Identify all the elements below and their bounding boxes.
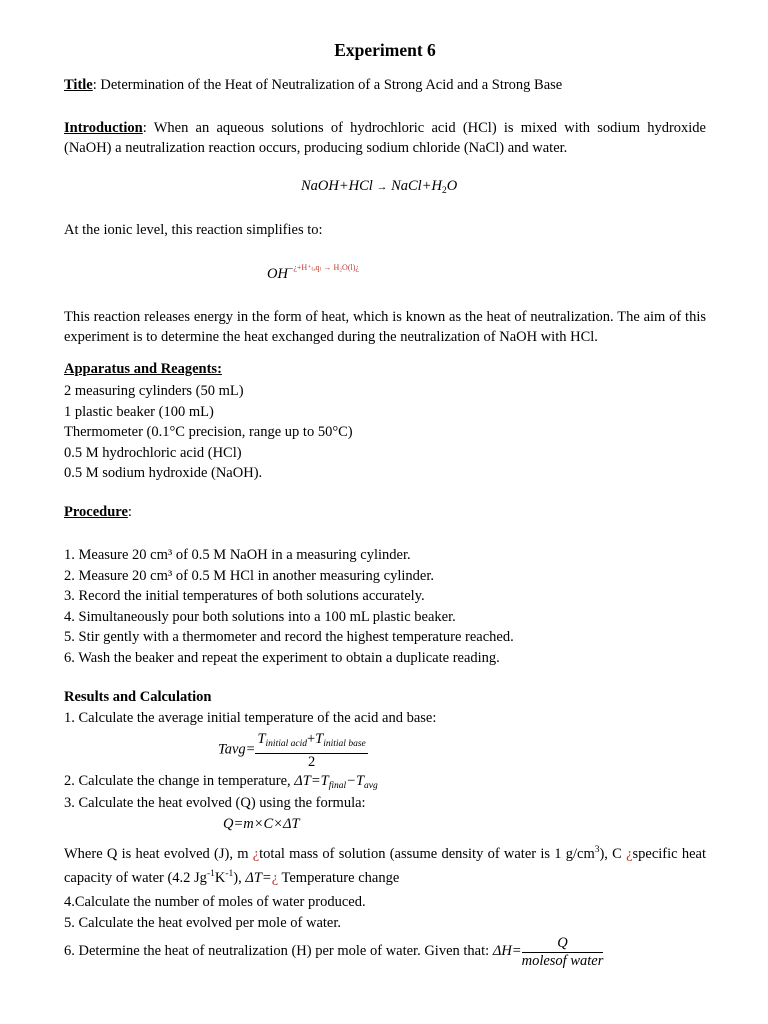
results-heading: Results and Calculation bbox=[64, 689, 212, 705]
garbled-trail: ¿ bbox=[355, 263, 359, 272]
delta-h-fraction bbox=[522, 934, 604, 969]
hydroxide-charge: − bbox=[287, 265, 294, 275]
procedure-step: 1. Measure 20 cm³ of 0.5 M NaOH in a measuring cylinder. bbox=[64, 547, 411, 563]
ionic-intro: At the ionic level, this reaction simplifies to: bbox=[64, 222, 323, 238]
apparatus-item: Thermometer (0.1°C precision, range up to 50°C) bbox=[64, 424, 353, 440]
apparatus-heading: Apparatus and Reagents: bbox=[64, 361, 222, 377]
where-text-c: ), C bbox=[599, 846, 627, 862]
delta-h-lhs: ΔH= bbox=[492, 943, 522, 959]
tavg-denominator: 2 bbox=[307, 754, 316, 770]
tavg-numerator bbox=[255, 730, 367, 754]
ionic-equation bbox=[267, 263, 359, 283]
where-paragraph bbox=[64, 840, 706, 888]
introduction-label: Introduction bbox=[64, 120, 143, 136]
delta-t-math: ΔT= bbox=[245, 870, 272, 886]
water-oxygen: O bbox=[446, 178, 458, 194]
title-label: Title bbox=[64, 77, 93, 93]
t-symbol: T bbox=[257, 731, 266, 747]
results-step-4: 4.Calculate the number of moles of water produced. bbox=[64, 894, 366, 910]
introduction-paragraph bbox=[64, 118, 706, 158]
procedure-list bbox=[64, 545, 514, 668]
hydroxide-ion: OH bbox=[267, 266, 288, 282]
results-step-2 bbox=[64, 773, 378, 791]
initial-acid-subscript: initial acid bbox=[265, 739, 307, 749]
tavg-formula bbox=[218, 730, 368, 770]
procedure-heading: Procedure bbox=[64, 504, 128, 520]
g-inverse-sup: -1 bbox=[206, 869, 215, 879]
delta-t-lhs: ΔT=T bbox=[294, 773, 329, 789]
step-6-text: 6. Determine the heat of neutralization (H) per mole of water. Given that: bbox=[64, 943, 493, 959]
equation-products: NaCl+H bbox=[391, 178, 442, 194]
where-text-h: Temperature change bbox=[278, 870, 400, 886]
garbled-char: ¿ bbox=[252, 846, 260, 862]
title-line bbox=[64, 77, 562, 94]
where-text-e: K bbox=[214, 870, 226, 886]
delta-h-denominator: molesof water bbox=[521, 953, 604, 969]
delta-h-numerator: Q bbox=[522, 934, 604, 953]
where-text-b: total mass of solution (assume density of water is 1 g/cm bbox=[259, 846, 595, 862]
procedure-step: 2. Measure 20 cm³ of 0.5 M HCl in another measuring cylinder. bbox=[64, 567, 434, 584]
plus-sign: + bbox=[306, 731, 316, 747]
k-inverse-sup: -1 bbox=[225, 869, 234, 879]
equation-reactants: NaOH+HCl bbox=[301, 178, 373, 194]
apparatus-item: 1 plastic beaker (100 mL) bbox=[64, 403, 214, 420]
garbled-char: ¿ bbox=[271, 870, 279, 886]
initial-base-subscript: initial base bbox=[323, 739, 366, 749]
page-heading: Experiment 6 bbox=[334, 40, 436, 60]
procedure-colon: : bbox=[127, 504, 132, 520]
water-subscript: 2 bbox=[441, 186, 447, 196]
minus-t: −T bbox=[346, 773, 365, 789]
step-2-text: 2. Calculate the change in temperature, bbox=[64, 773, 295, 789]
final-subscript: final bbox=[328, 781, 347, 791]
avg-subscript: avg bbox=[364, 781, 378, 791]
molecular-equation bbox=[301, 178, 457, 196]
garbled-equation-fragment: ¿+H⁺₍ₐq₎ → H₂O(l) bbox=[293, 263, 356, 272]
tavg-fraction bbox=[255, 730, 367, 770]
title-text: : Determination of the Heat of Neutralization of a Strong Acid and a Strong Base bbox=[92, 77, 563, 93]
cm-cubed-sup: 3 bbox=[594, 845, 600, 855]
results-step-3: 3. Calculate the heat evolved (Q) using the formula: bbox=[64, 795, 366, 811]
where-text-f: ), bbox=[233, 870, 246, 886]
procedure-step: 3. Record the initial temperatures of both solutions accurately. bbox=[64, 588, 425, 604]
apparatus-list bbox=[64, 381, 353, 484]
introduction-text: : When an aqueous solutions of hydrochloric acid (HCl) is mixed with sodium hydroxide (NaOH) a neutralization reaction occurs, producing sodium chloride (NaCl) and water. bbox=[64, 120, 706, 156]
apparatus-item: 0.5 M hydrochloric acid (HCl) bbox=[64, 444, 242, 461]
apparatus-item: 0.5 M sodium hydroxide (NaOH). bbox=[64, 465, 263, 481]
procedure-heading-line bbox=[64, 504, 132, 521]
results-step-5: 5. Calculate the heat evolved per mole of water. bbox=[64, 915, 342, 931]
procedure-step: 6. Wash the beaker and repeat the experiment to obtain a duplicate reading. bbox=[64, 649, 500, 666]
garbled-char: ¿ bbox=[626, 846, 633, 862]
procedure-step: 4. Simultaneously pour both solutions into a 100 mL plastic beaker. bbox=[64, 608, 456, 625]
where-text-a: Where Q is heat evolved (J), m bbox=[64, 846, 253, 862]
reaction-paragraph: This reaction releases energy in the form of heat, which is known as the heat of neutralization. The aim of this experiment is to determine the heat exchanged during the neutralization of NaOH with HCl. bbox=[64, 309, 706, 345]
reaction-arrow: → bbox=[376, 181, 388, 193]
results-step-6 bbox=[64, 934, 603, 969]
tavg-lhs: Tavg= bbox=[218, 741, 256, 758]
procedure-step: 5. Stir gently with a thermometer and record the highest temperature reached. bbox=[64, 629, 514, 645]
results-step-1: 1. Calculate the average initial temperature of the acid and base: bbox=[64, 710, 437, 726]
t-symbol: T bbox=[315, 731, 324, 747]
apparatus-item: 2 measuring cylinders (50 mL) bbox=[64, 383, 244, 399]
where-text-d: specific heat capacity of water (4.2 Jg bbox=[64, 846, 706, 886]
q-formula: Q=m×C×ΔT bbox=[223, 816, 300, 832]
